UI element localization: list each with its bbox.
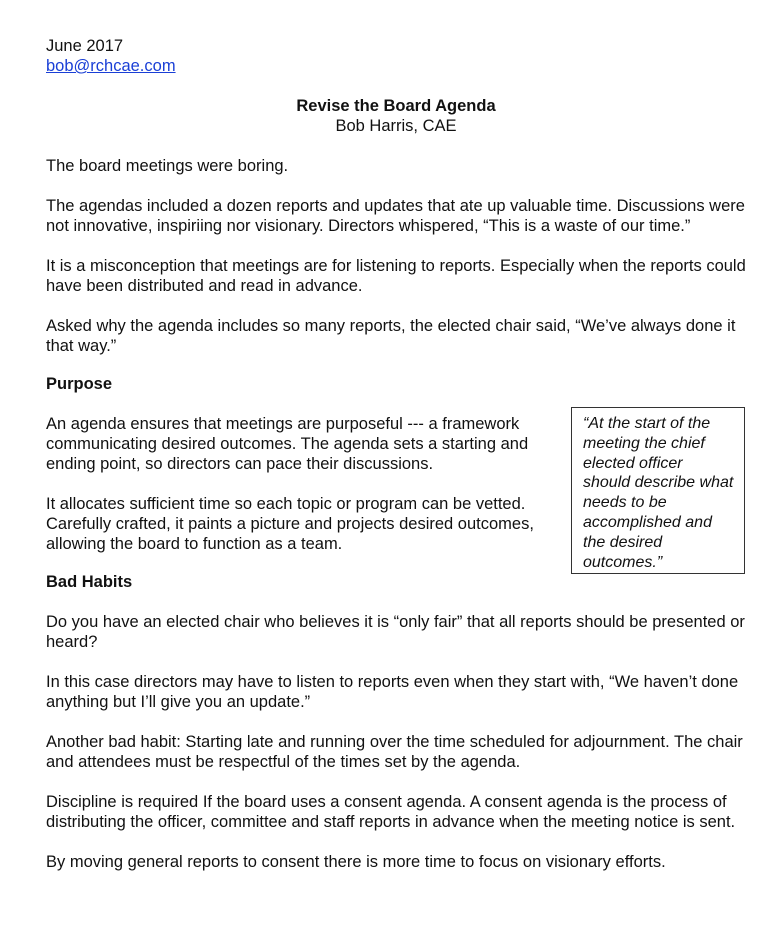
- intro-paragraph-2: The agendas included a dozen reports and updates that ate up valuable time. Discussions were not innovative, inspiriing nor visionary. Directors whispered, “This is a waste of our time.”: [46, 197, 745, 235]
- pull-quote-box: [571, 407, 745, 574]
- intro-paragraph-4: Asked why the agenda includes so many reports, the elected chair said, “We’ve always done it that way.”: [46, 317, 736, 355]
- purpose-section: [46, 414, 746, 571]
- author-email-link[interactable]: bob@rchcae.com: [46, 57, 176, 75]
- purpose-paragraph-2: It allocates sufficient time so each topic or program can be vetted. Carefully crafted, it paints a picture and projects desired outcomes, allowing the board to function as a team.: [46, 495, 534, 553]
- bad-habits-paragraph-1: Do you have an elected chair who believes it is “only fair” that all reports should be presented or heard?: [46, 613, 745, 651]
- bad-habits-paragraph-5: By moving general reports to consent there is more time to focus on visionary efforts.: [46, 853, 666, 871]
- article-author: Bob Harris, CAE: [335, 117, 457, 135]
- intro-paragraph-3: It is a misconception that meetings are for listening to reports. Especially when the reports could have been distributed and read in advance.: [46, 257, 746, 295]
- title-block: [46, 96, 746, 136]
- section-heading-bad-habits: Bad Habits: [46, 573, 133, 591]
- article-title: Revise the Board Agenda: [296, 97, 496, 115]
- intro-paragraph-1: The board meetings were boring.: [46, 157, 289, 175]
- bad-habits-paragraph-2: In this case directors may have to listen to reports even when they start with, “We haven’t done anything but I’ll give you an update.”: [46, 673, 739, 711]
- pull-quote-text: “At the start of the meeting the chief elected officer should describe what needs to be accomplished and the desired outcomes.”: [583, 415, 734, 571]
- purpose-paragraph-1: An agenda ensures that meetings are purposeful --- a framework communicating desired outcomes. The agenda sets a starting and ending point, so directors can pace their discussions.: [46, 415, 529, 473]
- bad-habits-paragraph-4: Discipline is required If the board uses a consent agenda. A consent agenda is the process of distributing the officer, committee and staff reports in advance when the meeting notice is sent.: [46, 793, 736, 831]
- section-heading-purpose: Purpose: [46, 375, 113, 393]
- document-date: June 2017: [46, 37, 124, 55]
- bad-habits-paragraph-3: Another bad habit: Starting late and running over the time scheduled for adjournment. The chair and attendees must be respectful of the times set by the agenda.: [46, 733, 743, 771]
- document-page: [46, 36, 746, 872]
